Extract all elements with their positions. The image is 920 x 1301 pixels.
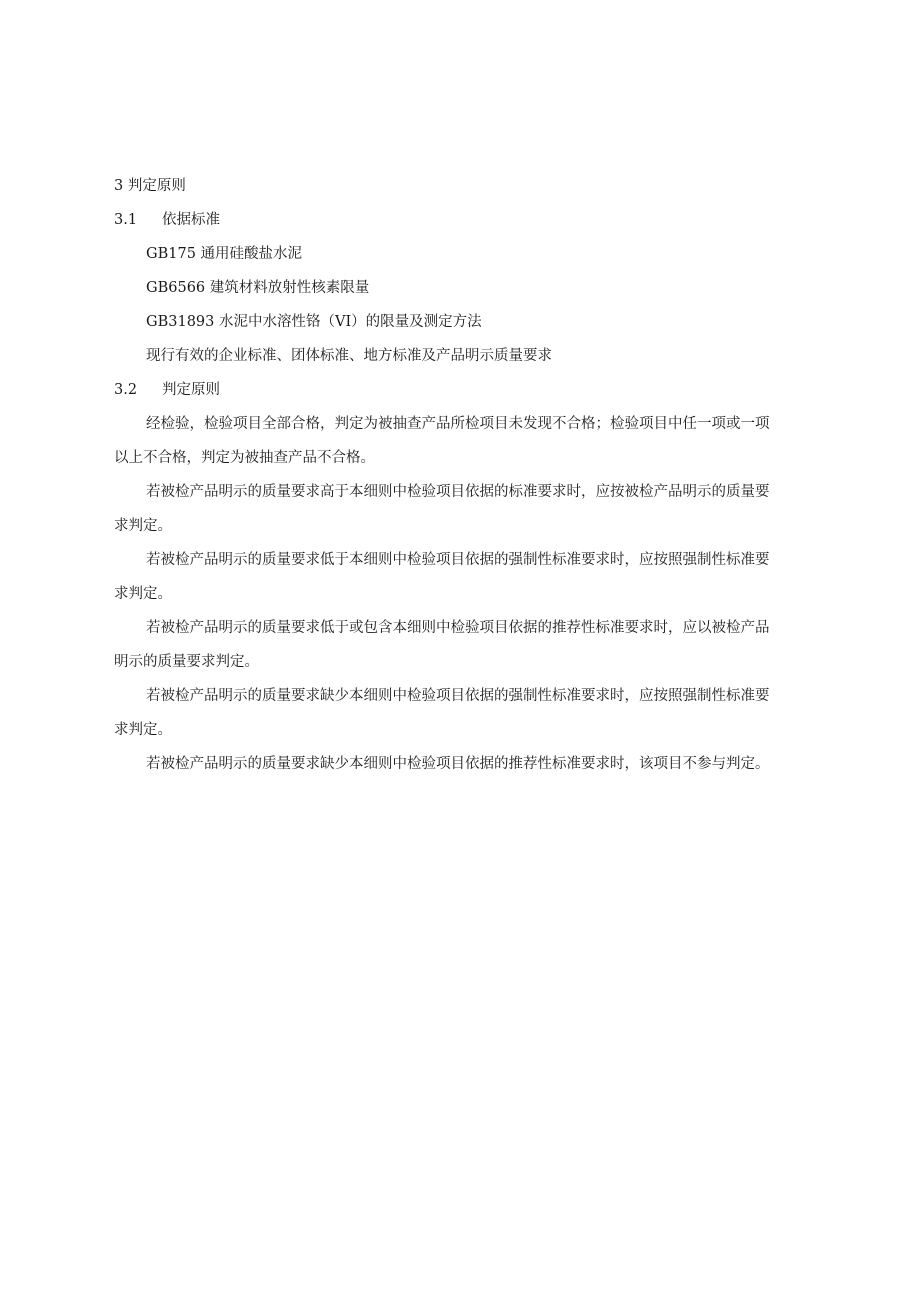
- standard-item: GB31893 水泥中水溶性铬（VI）的限量及测定方法: [146, 314, 482, 330]
- subsection-number: 3.2: [114, 382, 138, 398]
- section-title: 3 判定原则: [114, 178, 186, 194]
- paragraph-line: 若被检产品明示的质量要求缺少本细则中检验项目依据的推荐性标准要求时，该项目不参与判定。: [146, 756, 770, 772]
- paragraph-line: 若被检产品明示的质量要求低于本细则中检验项目依据的强制性标准要求时，应按照强制性标准要: [146, 552, 770, 568]
- paragraph-line: 求判定。: [114, 586, 172, 602]
- subsection-number: 3.1: [114, 212, 138, 228]
- subsection-title: 依据标准: [162, 212, 220, 228]
- paragraph-line: 求判定。: [114, 518, 172, 534]
- standard-item: 现行有效的企业标准、团体标准、地方标准及产品明示质量要求: [146, 348, 552, 364]
- paragraph-line: 若被检产品明示的质量要求低于或包含本细则中检验项目依据的推荐性标准要求时，应以被检产品: [146, 620, 770, 636]
- subsection-heading-3-2: [114, 380, 220, 400]
- paragraph-line: 以上不合格，判定为被抽查产品不合格。: [114, 450, 375, 466]
- paragraph-line: 若被检产品明示的质量要求高于本细则中检验项目依据的标准要求时，应按被检产品明示的质量要: [146, 484, 770, 500]
- subsection-heading-3-1: [114, 210, 220, 230]
- standard-item: GB6566 建筑材料放射性核素限量: [146, 280, 370, 296]
- paragraph-line: 若被检产品明示的质量要求缺少本细则中检验项目依据的强制性标准要求时，应按照强制性标准要: [146, 688, 770, 704]
- paragraph-line: 明示的质量要求判定。: [114, 654, 259, 670]
- paragraph-line: 求判定。: [114, 722, 172, 738]
- paragraph-line: 经检验，检验项目全部合格，判定为被抽查产品所检项目未发现不合格；检验项目中任一项或一项: [146, 416, 770, 432]
- subsection-title: 判定原则: [162, 382, 220, 398]
- standard-item: GB175 通用硅酸盐水泥: [146, 246, 303, 262]
